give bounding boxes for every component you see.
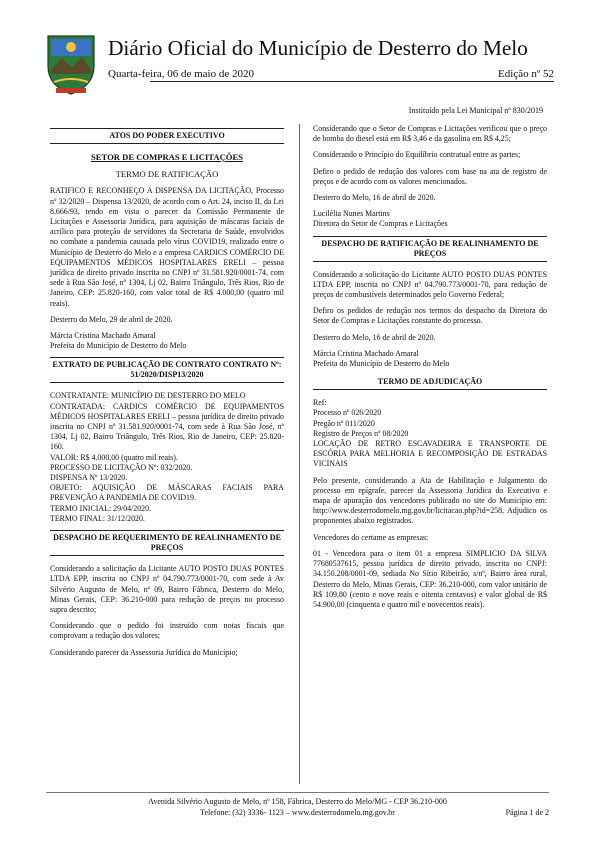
request-paragraph-1: Considerando a solicitação da Licitante AUTO POSTO DUAS PONTES LTDA EPP, inscrita no CNPJ nº 04.790.773/0001-70, com sede à Av Silvério Augusto de Melo, nº 09, Bairro Fábrica, Desterro do Melo, Minas Gerais, CEP: 36.210-000 para redução de preços no processo supra descrito;: [50, 564, 284, 614]
municipal-coat-of-arms-icon: [42, 30, 100, 96]
section-heading-purchasing: SETOR DE COMPRAS E LICITAÇÕES: [90, 152, 243, 162]
footer-contact: Telefone: (32) 3336- 1123 – www.desterrodomelo.mg.gov.br: [200, 808, 395, 817]
issue-date: Quarta-feira, 06 de maio de 2020: [108, 68, 254, 80]
price-realignment-request-title: DESPACHO DE REQUERIMENTO DE REALINHAMENTO DE PREÇOS: [50, 530, 284, 556]
contract-contracted-party: CONTRATADA: CARDICS COMÉRCIO DE EQUIPAMENTOS MÉDICOS HOSPITALARES ERELI – pessoa jurídica de direito privado inscrita no CNPJ nº 31.581.920/0001-74, com sede à Rua São José, nº 1304, Lj 02, Bairro Triângulo, Três Rios, Rio de Janeiro, CEP: 25.820-160.: [50, 401, 284, 452]
left-column: [50, 124, 284, 664]
section-heading-executive: ATOS DO PODER EXECUTIVO: [50, 128, 284, 144]
page-number: Página 1 de 2: [505, 808, 549, 817]
fuel-price-paragraph: Considerando que o Setor de Compras e Licitações verificou que o preço de bomba do diesel está em R$ 3,46 e da gasolina em R$ 4,25;: [313, 124, 547, 144]
adjudication-winner: 01 - Vencedora para o item 01 a empresa SIMPLICIO DA SILVA 77680537615, pessoa jurídica de direito privado, inscrita no CNPJ: 34.150.208/0001-09, sediada No Sítio Ribeirão, s/nº, Bairro área rural, Desterro do Melo, Minas Gerais, CEP: 36.210-000, com valor unitário de R$ 109,80 (cento e nove reais e oitenta centavos) e valor global de R$ 54.900,00 (cinquenta e quatro mil e novecentos reais).: [313, 548, 547, 609]
grant-paragraph: Defiro o pedido de redução dos valores com base na ata de registro de preços e de acordo com os valores mencionados.: [313, 166, 547, 186]
request-paragraph-2: Considerando que o pedido foi instruído com notas fiscais que comprovam a redução dos valores;: [50, 621, 284, 641]
footer-address: Avenida Silvério Augusto de Melo, nº 158, Fábrica, Desterro do Melo/MG - CEP 36.210-000: [148, 797, 447, 806]
masthead: [42, 30, 554, 100]
ratification-date: Desterro do Melo, 29 de abril de 2020.: [50, 314, 173, 324]
contract-value: VALOR: R$ 4.000,00 (quatro mil reais).: [50, 452, 178, 462]
contract-contracting-party: CONTRATANTE: MUNICÍPIO DE DESTERRO DO MELO: [50, 391, 246, 401]
ratification-signer-role: Prefeita do Município de Desterro do Melo: [50, 341, 187, 351]
right-column: [313, 124, 547, 616]
contract-start: TERMO INICIAL: 29/04/2020.: [50, 503, 152, 513]
legal-basis-note: Instituído pela Lei Municipal nº 830/2019: [408, 106, 543, 115]
ratification-realignment-paragraph-2: Defiro os pedidos de redução nos termos do despacho da Diretora do Setor de Compras e Licitações constante do processo.: [313, 306, 547, 326]
request-date: Desterro do Melo, 16 de abril de 2020.: [313, 193, 436, 203]
equilibrium-paragraph: Considerando o Princípio do Equilíbrio contratual entre as partes;: [313, 150, 521, 160]
reference-auction: Pregão nº 011/2020: [313, 418, 375, 428]
director-role: Diretora do Setor de Compras e Licitações: [313, 219, 448, 229]
ratification-realignment-date: Desterro do Melo, 16 de abril de 2020.: [313, 332, 436, 342]
contract-end: TERMO FINAL: 31/12/2020.: [50, 513, 145, 523]
request-paragraph-3: Considerando parecer da Assessoria Jurídica do Município;: [50, 647, 238, 657]
mayor-role: Prefeita do Município de Desterro do Melo: [313, 359, 450, 369]
footer-divider: [46, 792, 549, 793]
director-name: Lucilélia Nunes Martins: [313, 209, 390, 219]
newspaper-title: Diário Oficial do Município de Desterro do Melo: [108, 36, 528, 60]
ratification-body: RATIFICO E RECONHEÇO A DISPENSA DA LICITAÇÃO, Processo nº 32/2020 – Dispensa 13/2020, de acordo com o Art. 24, inciso II, da Lei 8.666/93, tendo em vista o parecer da Comissão Permanente de Licitações e Assessoria Jurídica, para aquisição de máscaras faciais de acrílico para proteção de servidores da Secretaria de Saúde, envolvidos no combate a pandemia causada pelo vírus COVID19, realizado entre o Município de Desterro do Melo e a empresa CARDICS COMÉRCIO DE EQUIPAMENTOS MÉDICOS HOSPITALARES ERELI – pessoa jurídica de direito privado inscrita no CNPJ nº 31.581.920/0001-74, com sede à Rua São José, nº 1304, Lj 02, Bairro Triângulo, Três Rios, Rio de Janeiro, CEP: 25.820-160, com valor total de R$ 4.000,00 (quatro mil reais).: [50, 186, 284, 308]
adjudication-reference: [313, 398, 547, 469]
reference-label: Ref:: [313, 398, 327, 408]
reference-process: Processo nº 026/2020: [313, 408, 382, 418]
reference-price-registry: Registro de Preços nº 08/2020: [313, 428, 409, 438]
contract-dispensa: DISPENSA Nº 13/2020.: [50, 473, 128, 483]
reference-object: LOCAÇÃO DE RETRO ESCAVADEIRA E TRANSPORTE DE ESCÓRIA PARA MELHORIA E RECOMPOSIÇÃO DE ESTRADAS VICINAIS: [313, 439, 547, 469]
adjudication-title: TERMO DE ADJUDICAÇÃO: [313, 375, 547, 390]
edition-number: Edição nº 52: [498, 68, 554, 80]
contract-object: OBJETO: AQUISIÇÃO DE MÁSCARAS FACIAIS PARA PREVENÇÃO A PANDEMIA DE COVID19.: [50, 483, 284, 503]
adjudication-paragraph-1: Pelo presente, considerando a Ata de Habilitação e Julgamento do processo em epígrafe, parecer da Assessoria Jurídica do Executivo e mapa de apuração dos vencedores publicado no site do Município em: http://www.desterrodomelo.mg.gov.br/licitacao.php?id=258, Adjudico os proponentes abaixo registrados.: [313, 475, 547, 526]
ratification-title: TERMO DE RATIFICAÇÃO: [115, 169, 219, 180]
header-divider: [150, 81, 554, 82]
ratification-realignment-paragraph-1: Considerando a solicitação do Licitante AUTO POSTO DUAS PONTES LTDA EPP, inscrita no CNPJ nº 04.790.773/0001-70, para redução de preços de combustíveis determinados pelo Governo Federal;: [313, 269, 547, 300]
column-divider: [299, 124, 300, 784]
ratification-signer-name: Márcia Cristina Machado Amaral: [50, 331, 156, 341]
mayor-name: Márcia Cristina Machado Amaral: [313, 348, 419, 358]
contract-process: PROCESSO DE LICITAÇÃO Nº: 032/2020.: [50, 462, 193, 472]
ratification-realignment-title: DESPACHO DE RATIFICAÇÃO DE REALINHAMENTO DE PREÇOS: [313, 236, 547, 262]
adjudication-paragraph-2: Vencedores do certame as empresas:: [313, 532, 429, 542]
contract-extract-title: EXTRATO DE PUBLICAÇÃO DE CONTRATO CONTRATO Nº: 51/2020/DISP13/2020: [50, 357, 284, 383]
